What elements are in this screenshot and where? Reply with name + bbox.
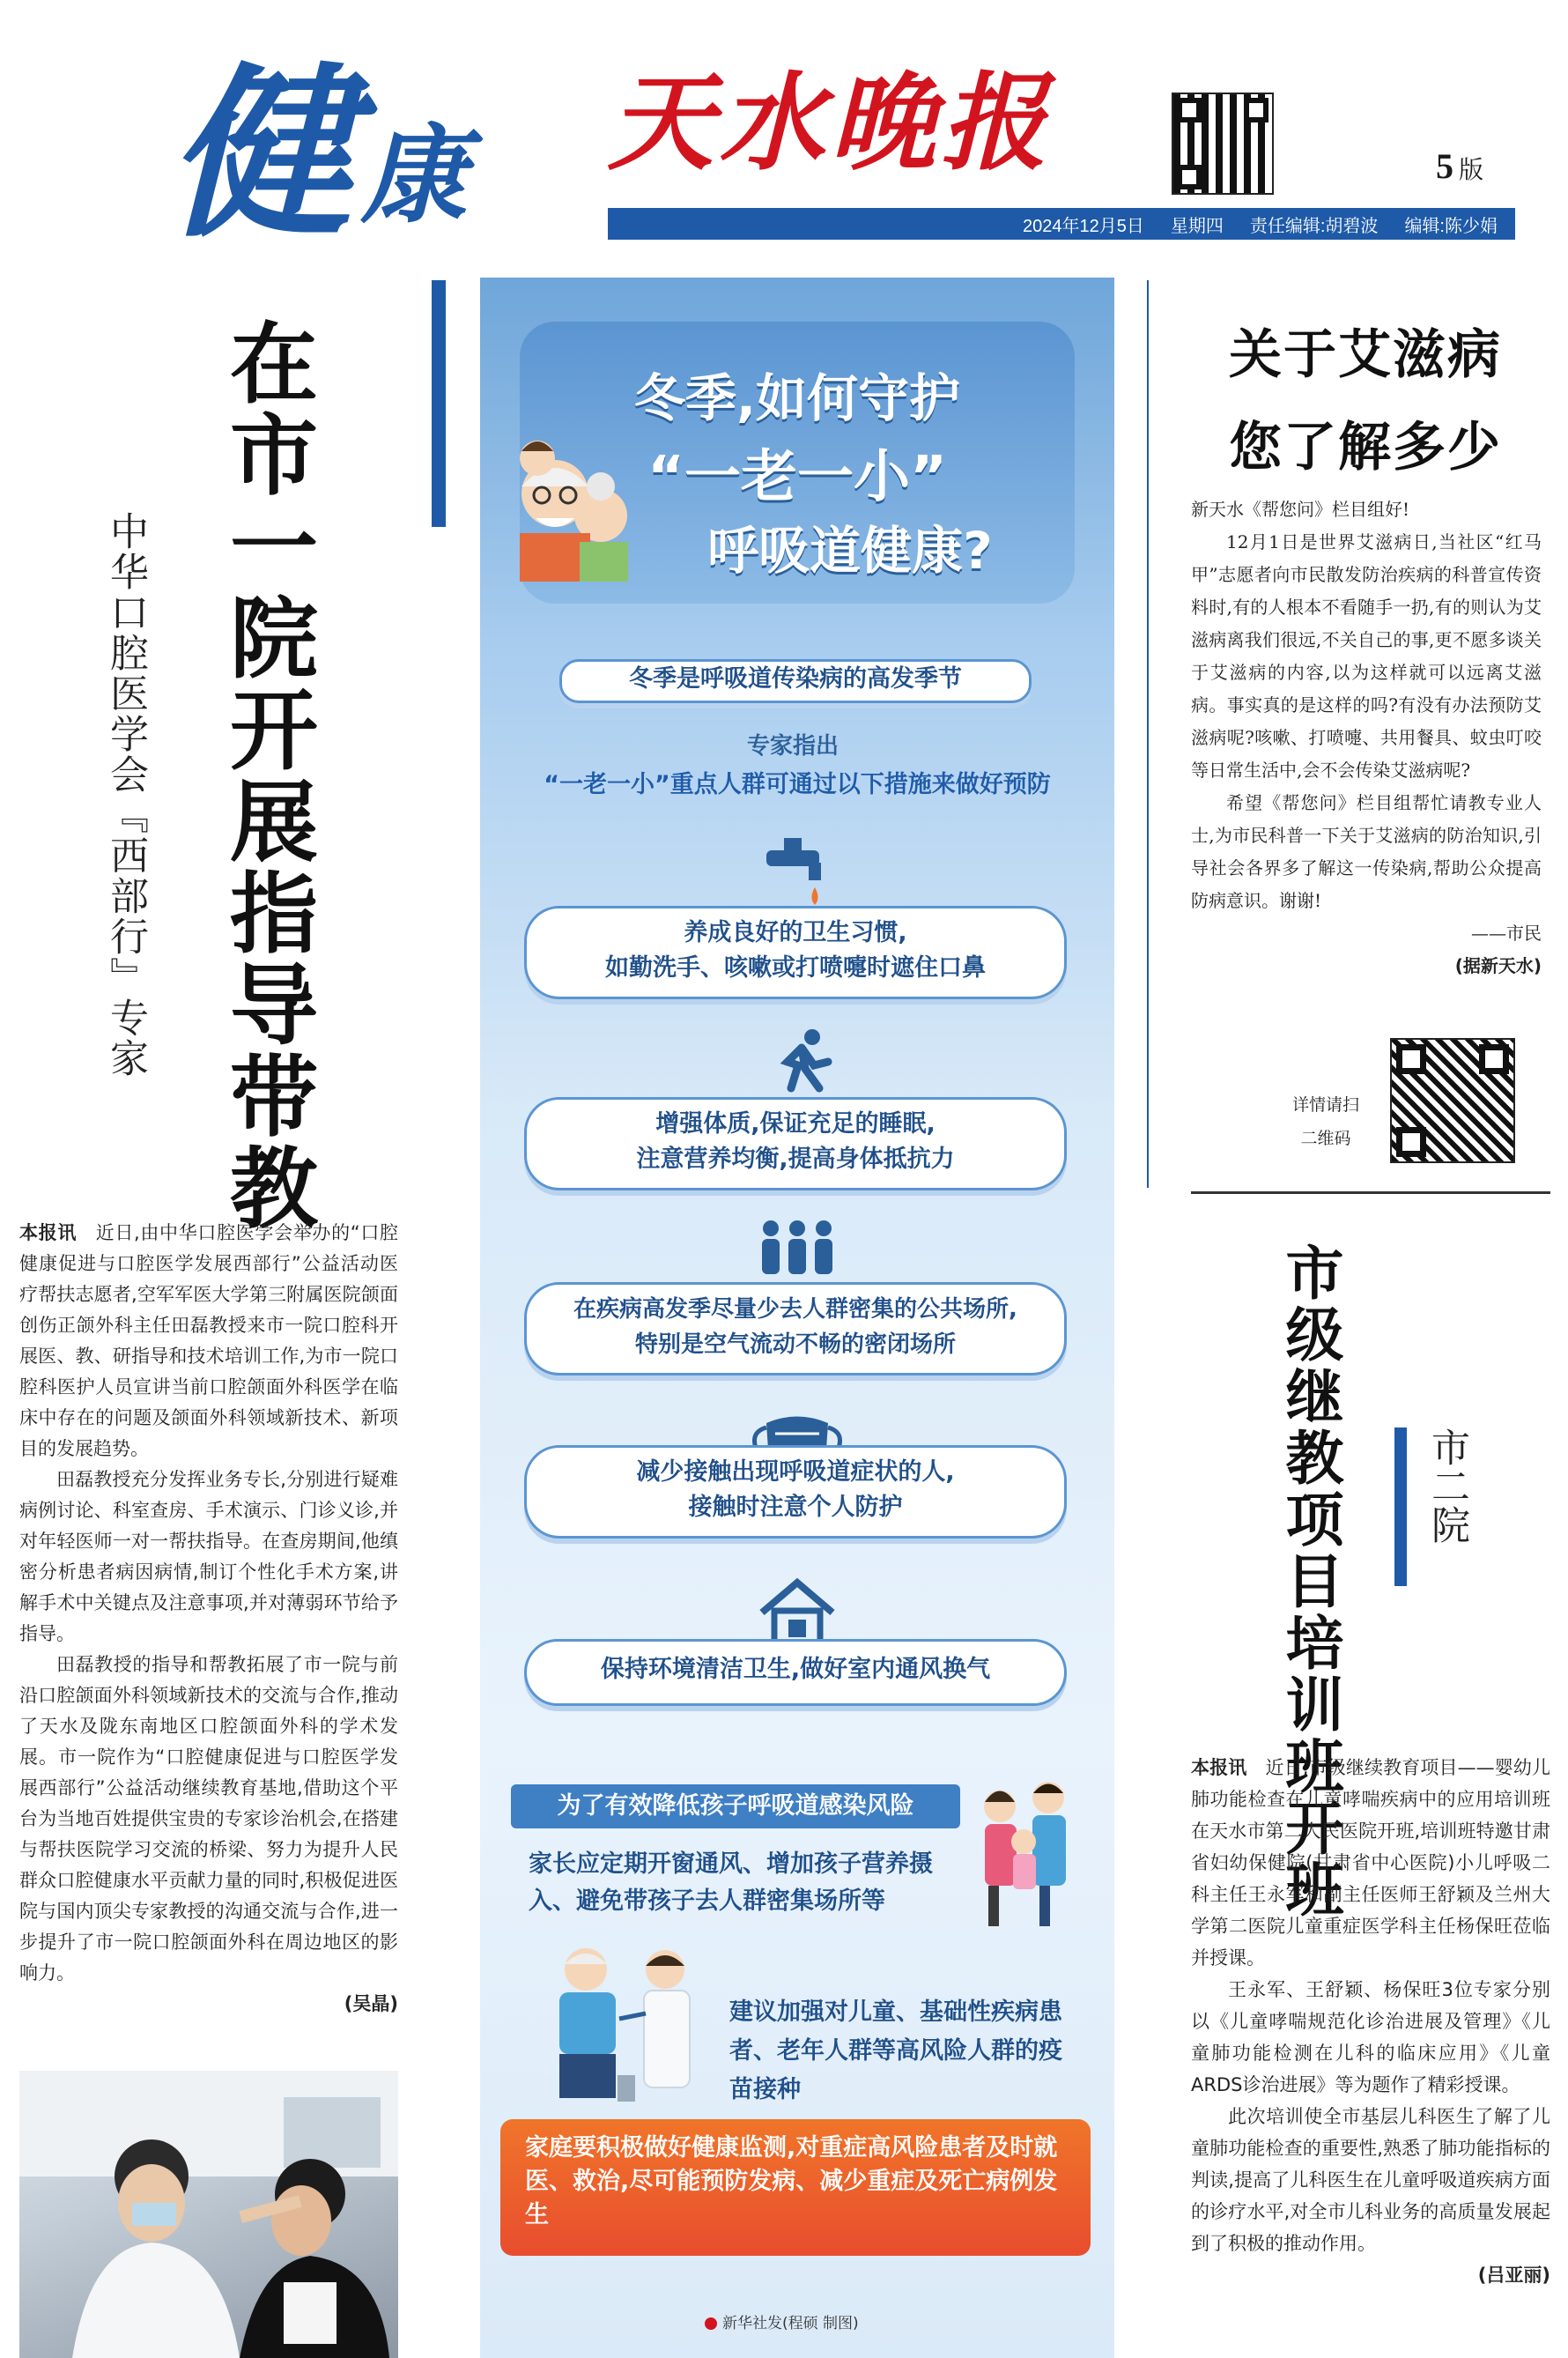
expert-label: 专家指出 <box>746 733 839 760</box>
crowd-icon <box>753 1216 841 1287</box>
tip-card: 减少接触出现呼吸道症状的人, 接触时注意个人防护 <box>524 1445 1067 1539</box>
training-article-paragraph: 近日,市级继续教育项目——婴幼儿肺功能检查在儿童哮喘疾病中的应用培训班在天水市第二人民医院开班,培训班特邀甘肃省妇幼保健院(甘肃省中心医院)小儿呼吸二科主任王永军和副主任医师王舒颖及兰州大学第二医院儿童重症医学科主任杨保旺莅临并授课。 <box>1191 1757 1551 1969</box>
aids-article-paragraph: 希望《帮您问》栏目组帮忙请教专业人士,为市民科普一下关于艾滋病的防治知识,引导社会各界多了解这一传染病,帮助公众提高防病意识。谢谢! <box>1191 792 1542 911</box>
infographic-credit: 新华社发(程硕 制图) <box>705 2310 859 2332</box>
issue-date: 2024年12月5日 <box>1023 216 1144 236</box>
aids-article-body <box>1191 493 1542 982</box>
left-article-byline: (吴晶) <box>344 1993 398 2014</box>
aids-article-source: (据新天水) <box>1454 955 1542 976</box>
infographic-title-line-1: 冬季,如何守护 <box>633 368 961 428</box>
aids-article-title-line-2: 您了解多少 <box>1229 417 1502 478</box>
section-title-char-2: 康 <box>361 114 467 238</box>
vaccination-illustration-icon <box>533 1934 709 2110</box>
faucet-icon <box>758 833 837 912</box>
left-article-paragraph: 田磊教授的指导和帮教拓展了市一院与前沿口腔颌面外科领域新技术的交流与合作,推动了天水及陇东南地区口腔颌面外科的学术发展。市一院作为“口腔健康促进与口腔医学发展西部行”公益活动继续教育基地,借助这个平台为当地百姓提供宝贵的专家诊治机会,在搭建与帮扶医院学习交流的桥梁、努力为提升人民群众口腔健康水平贡献力量的同时,积极促进医院与国内顶尖专家教授的沟通交流与合作,进一步提升了市一院口腔颌面外科在周边地区的影响力。 <box>19 1654 398 1984</box>
kid-advice-text: 家长应定期开窗通风、增加孩子营养摄入、避免带孩子去人群密集场所等 <box>529 1850 933 1915</box>
dentist-examination-photo <box>19 2071 398 2358</box>
tip-card: 在疾病高发季尽量少去人群密集的公共场所, 特别是空气流动不畅的密闭场所 <box>524 1282 1067 1376</box>
tip-card: 养成良好的卫生习惯, 如勤洗手、咳嗽或打喷嚏时遮住口鼻 <box>524 906 1067 999</box>
kid-risk-banner: 为了有效降低孩子呼吸道感染风险 <box>511 1784 960 1828</box>
season-banner: 冬季是呼吸道传染病的高发季节 <box>559 659 1032 703</box>
section-title-char-1: 健 <box>167 45 353 263</box>
infographic-title-line-2: “一老一小” <box>647 445 948 510</box>
family-illustration-icon <box>969 1771 1084 1930</box>
column-divider <box>1147 280 1149 1188</box>
infographic-title-line-3: 呼吸道健康? <box>707 521 993 581</box>
grandparents-illustration-icon <box>502 432 634 582</box>
training-article-subheadline: 市二院 <box>1424 1427 1469 1544</box>
article-qr-code-icon[interactable] <box>1390 1038 1515 1163</box>
copy-editor: 编辑:陈少娟 <box>1404 216 1498 236</box>
training-article-paragraph: 此次培训使全市基层儿科医生了解了儿童肺功能检查的重要性,熟悉了肺功能指标的判读,提高了儿科医生在儿童呼吸道疾病方面的诊疗水平,对全市儿科业务的高质量发展起到了积极的推动作用。 <box>1191 2106 1550 2254</box>
left-article-lead-label: 本报讯 <box>19 1222 78 1243</box>
training-article-paragraph: 王永军、王舒颖、杨保旺3位专家分别以《儿童哮喘规范化诊治进展及管理》《儿童肺功能检测在儿科的临床应用》《儿童ARDS诊治进展》等为题作了精彩授课。 <box>1191 1979 1550 2095</box>
aids-article-paragraph: 12月1日是世界艾滋病日,当社区“红马甲”志愿者向市民散发防治疾病的科普宣传资料时,有的人根本不看随手一扔,有的则认为艾滋病离我们很远,不关自己的事,更不愿多谈关于艾滋病的内容,以为这样就可以远离艾滋病。事实真的是这样的吗?有没有办法预防艾滋病呢?咳嗽、打喷嚏、共用餐具、蚊虫叮咬等日常生活中,会不会传染艾滋病呢? <box>1191 531 1542 781</box>
training-article-headline: 市级继教项目培训班开班 <box>1276 1242 1344 1921</box>
left-article-paragraph: 田磊教授充分发挥业务专长,分别进行疑难病例讨论、科室查房、手术演示、门诊义诊,并对年轻医师一对一帮扶指导。在查房期间,他缜密分析患者病因病情,制订个性化手术方案,讲解手术中关键点及注意事项,并对薄弱环节给予指导。 <box>19 1469 398 1644</box>
aids-article-greeting: 新天水《帮您问》栏目组好! <box>1191 499 1410 520</box>
right-column-divider <box>1191 1191 1550 1194</box>
left-article-body <box>19 1218 398 2020</box>
training-article-byline: (吕亚丽) <box>1477 2265 1550 2286</box>
newspaper-logo: 天水晚报 <box>608 61 1052 185</box>
training-article-body <box>1191 1752 1550 2291</box>
aids-article-title-line-1: 关于艾滋病 <box>1229 324 1502 386</box>
qr-caption: 详情请扫 二维码 <box>1291 1095 1359 1148</box>
tip-card: 增强体质,保证充足的睡眠, 注意营养均衡,提高身体抵抗力 <box>524 1097 1067 1190</box>
training-accent-bar <box>1394 1427 1407 1586</box>
house-icon <box>753 1577 841 1648</box>
vaccination-advice-text: 建议加强对儿童、基础性疾病患者、老年人群等高风险人群的疫苗接种 <box>729 1998 1062 2103</box>
left-article-paragraph: 近日,由中华口腔医学会举办的“口腔健康促进与口腔医学发展西部行”公益活动医疗帮扶志愿者,空军军医大学第三附属医院颌面创伤正颌外科主任田磊教授来市一院口腔科开展医、教、研指导和技术培训工作,为市一院口腔科医护人员宣讲当前口腔颌面外科医学在临床中存在的问题及颌面外科领域新技术、新项目的发展趋势。 <box>19 1222 398 1459</box>
xinhua-logo-icon <box>705 2317 717 2330</box>
expert-text: “一老一小”重点人群可通过以下措施来做好预防 <box>544 771 1051 798</box>
left-accent-bar <box>432 280 446 527</box>
masthead-qr-code-icon[interactable] <box>1172 93 1274 195</box>
runner-icon <box>766 1027 837 1097</box>
responsible-editor: 责任编辑:胡碧波 <box>1249 216 1379 236</box>
edition-number: 5 版 <box>1436 146 1484 186</box>
issue-weekday: 星期四 <box>1170 216 1224 236</box>
training-article-lead-label: 本报讯 <box>1191 1757 1247 1778</box>
tip-card: 保持环境清洁卫生,做好室内通风换气 <box>524 1639 1067 1706</box>
aids-article-signature: ——市民 <box>1471 923 1542 944</box>
health-monitoring-box: 家庭要积极做好健康监测,对重症高风险患者及时就医、救治,尽可能预防发病、减少重症及死亡病例发生 <box>500 2119 1091 2256</box>
left-article-subheadline: 中华口腔医学会『西部行』专家 <box>103 511 148 1079</box>
left-article-headline: 在市一院开展指导带教 <box>215 317 319 1234</box>
dateline-bar <box>608 208 1515 240</box>
